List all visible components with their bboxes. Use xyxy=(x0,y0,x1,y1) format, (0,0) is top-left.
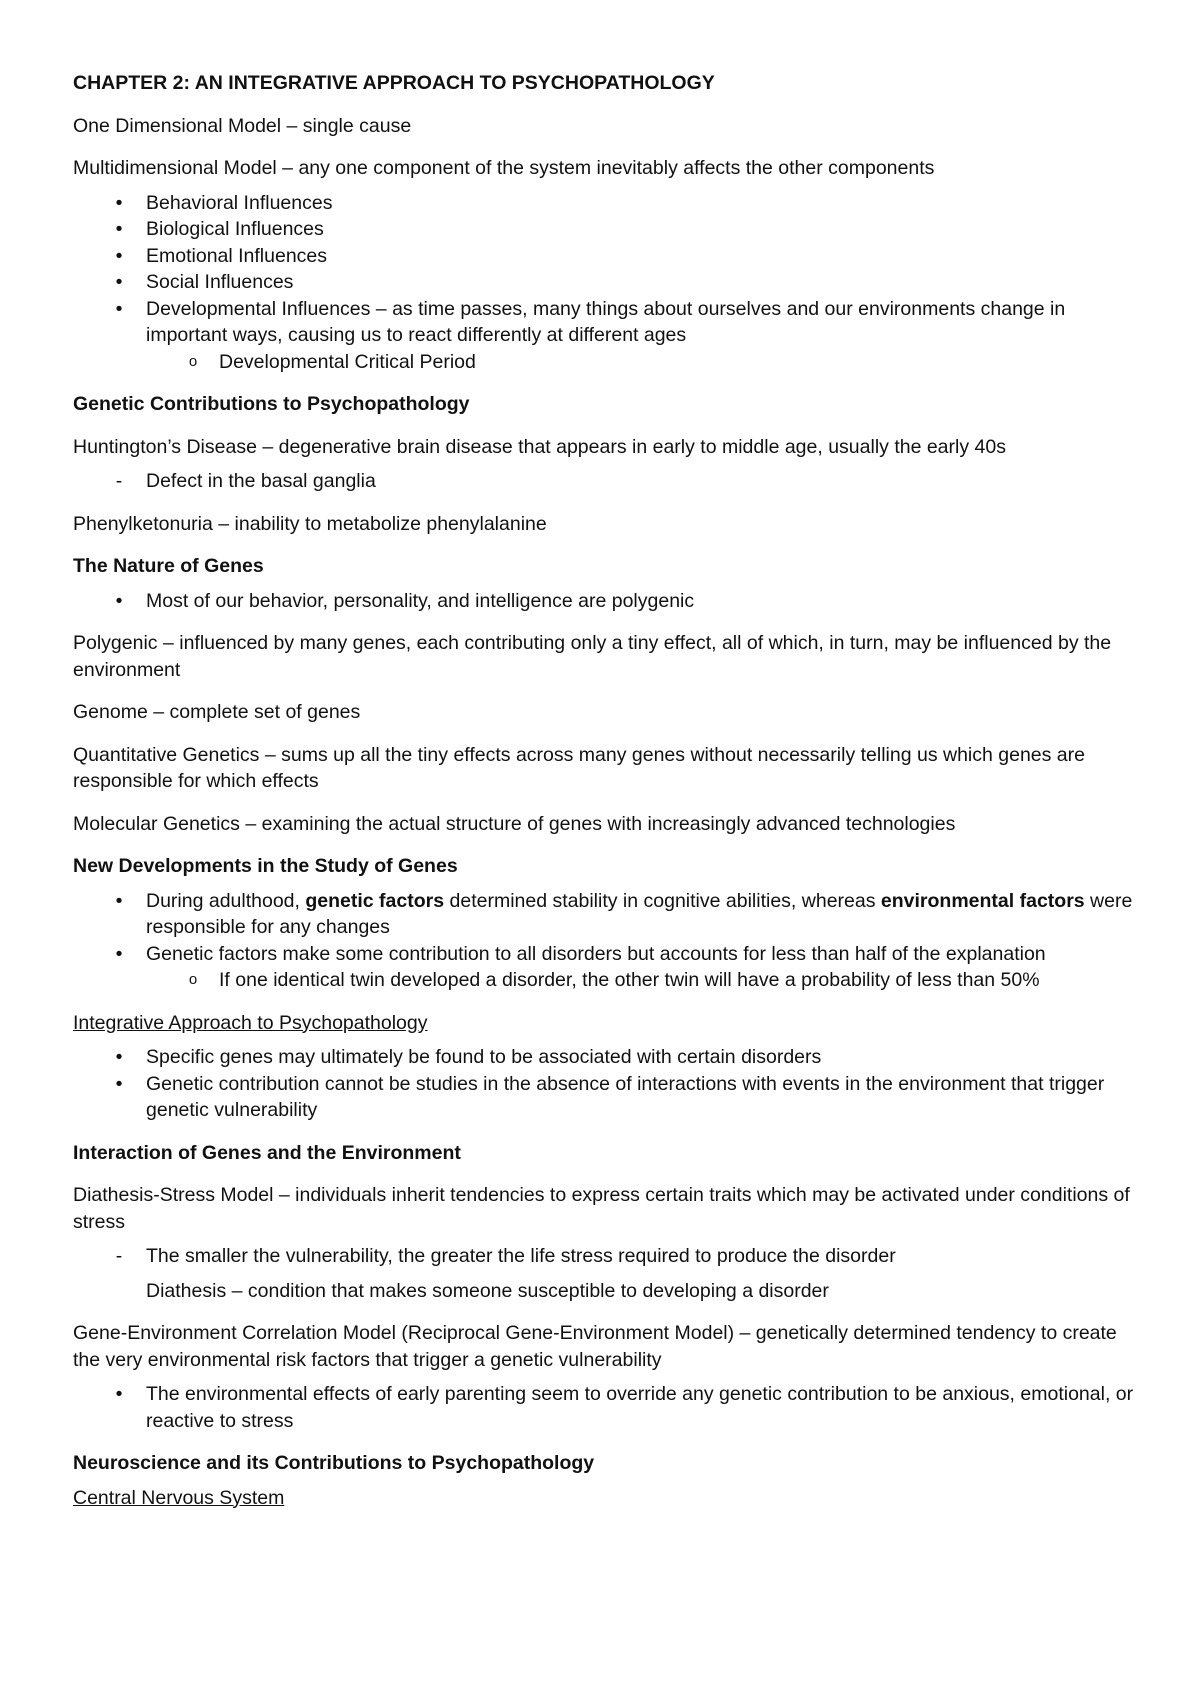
bullet-icon: • xyxy=(115,244,123,267)
bullet-icon: • xyxy=(115,589,123,612)
gene-environment-list xyxy=(73,1381,1138,1434)
bullet-icon: • xyxy=(115,271,123,293)
bullet-icon: • xyxy=(115,218,123,240)
list-item: • Biological Influences xyxy=(73,216,1138,243)
multidimensional-model: Multidimensional Model – any one component of the system inevitably affects the other components xyxy=(73,157,935,179)
sub-list-item: o Developmental Critical Period xyxy=(73,349,1138,376)
list-item: • The environmental effects of early parenting seem to override any genetic contribution to be anxious, emotional, or reactive to stress xyxy=(73,1381,1138,1434)
list-item: • Specific genes may ultimately be found to be associated with certain disorders xyxy=(73,1044,1138,1071)
molecular-genetics-definition: Molecular Genetics – examining the actual structure of genes with increasingly advanced technologies xyxy=(73,812,956,835)
list-item: • Genetic factors make some contribution to all disorders but accounts for less than half of the explanation xyxy=(73,941,1138,968)
influences-list xyxy=(73,190,1138,376)
bullet-icon: • xyxy=(115,1046,123,1068)
huntington-list xyxy=(73,468,1138,495)
list-item: - Defect in the basal ganglia xyxy=(73,468,1138,495)
chapter-title: CHAPTER 2: AN INTEGRATIVE APPROACH TO PSYCHOPATHOLOGY xyxy=(73,72,715,94)
document-page xyxy=(73,70,1138,1527)
section-heading-new-developments: New Developments in the Study of Genes xyxy=(73,855,458,877)
one-dimensional-model: One Dimensional Model – single cause xyxy=(73,114,412,137)
dash-icon: - xyxy=(115,470,123,492)
bullet-icon: • xyxy=(115,1072,123,1095)
pku-definition: Phenylketonuria – inability to metabolize phenylalanine xyxy=(73,512,547,535)
bullet-icon: • xyxy=(115,889,123,912)
diathesis-definition: Diathesis – condition that makes someone susceptible to developing a disorder xyxy=(146,1279,829,1302)
nature-list xyxy=(73,588,1138,615)
integrative-list xyxy=(73,1044,1138,1124)
list-item: • Most of our behavior, personality, and intelligence are polygenic xyxy=(73,588,1138,615)
bullet-icon: • xyxy=(115,942,123,965)
dash-icon: - xyxy=(115,1245,123,1267)
polygenic-definition: Polygenic – influenced by many genes, each contributing only a tiny effect, all of which, in turn, may be influenced by the environment xyxy=(73,632,1112,681)
sub-list-item: o If one identical twin developed a disorder, the other twin will have a probability of less than 50% xyxy=(73,967,1138,994)
new-developments-list xyxy=(73,888,1138,994)
diathesis-list xyxy=(73,1243,1138,1270)
list-item: • Developmental Influences – as time passes, many things about ourselves and our environments change in important ways, causing us to react differently at different ages xyxy=(73,296,1138,349)
list-item: • Behavioral Influences xyxy=(73,190,1138,217)
section-heading-integrative: Integrative Approach to Psychopathology xyxy=(73,1011,428,1034)
list-item: - The smaller the vulnerability, the greater the life stress required to produce the disorder xyxy=(73,1243,1138,1270)
list-item: • Genetic contribution cannot be studies in the absence of interactions with events in the environment that trigger genetic vulnerability xyxy=(73,1071,1138,1124)
gene-environment-definition: Gene-Environment Correlation Model (Reciprocal Gene-Environment Model) – genetically determined tendency to create the very environmental risk factors that trigger a genetic vulnerability xyxy=(73,1322,1117,1371)
section-heading-neuroscience: Neuroscience and its Contributions to Psychopathology xyxy=(73,1452,595,1474)
list-item: • Social Influences xyxy=(73,269,1138,296)
diathesis-stress-definition: Diathesis-Stress Model – individuals inherit tendencies to express certain traits which may be activated under conditions of stress xyxy=(73,1184,1130,1233)
section-heading-nature: The Nature of Genes xyxy=(73,555,264,577)
list-item: • During adulthood, genetic factors determined stability in cognitive abilities, whereas environmental factors were responsible for any changes xyxy=(73,888,1138,941)
bullet-icon: • xyxy=(115,297,123,320)
section-heading-cns: Central Nervous System xyxy=(73,1486,285,1509)
bullet-icon: • xyxy=(115,1383,123,1405)
sub-bullet-icon: o xyxy=(188,352,198,370)
list-item: • Emotional Influences xyxy=(73,243,1138,270)
section-heading-genetic: Genetic Contributions to Psychopathology xyxy=(73,393,470,415)
huntingtons-definition: Huntington’s Disease – degenerative brain disease that appears in early to middle age, usually the early 40s xyxy=(73,435,1006,458)
section-heading-interaction: Interaction of Genes and the Environment xyxy=(73,1141,461,1164)
bullet-icon: • xyxy=(115,191,123,214)
sub-bullet-icon: o xyxy=(188,971,198,988)
quantitative-genetics-definition: Quantitative Genetics – sums up all the tiny effects across many genes without necessarily telling us which genes are responsible for which effects xyxy=(73,743,1085,792)
genome-definition: Genome – complete set of genes xyxy=(73,701,361,723)
